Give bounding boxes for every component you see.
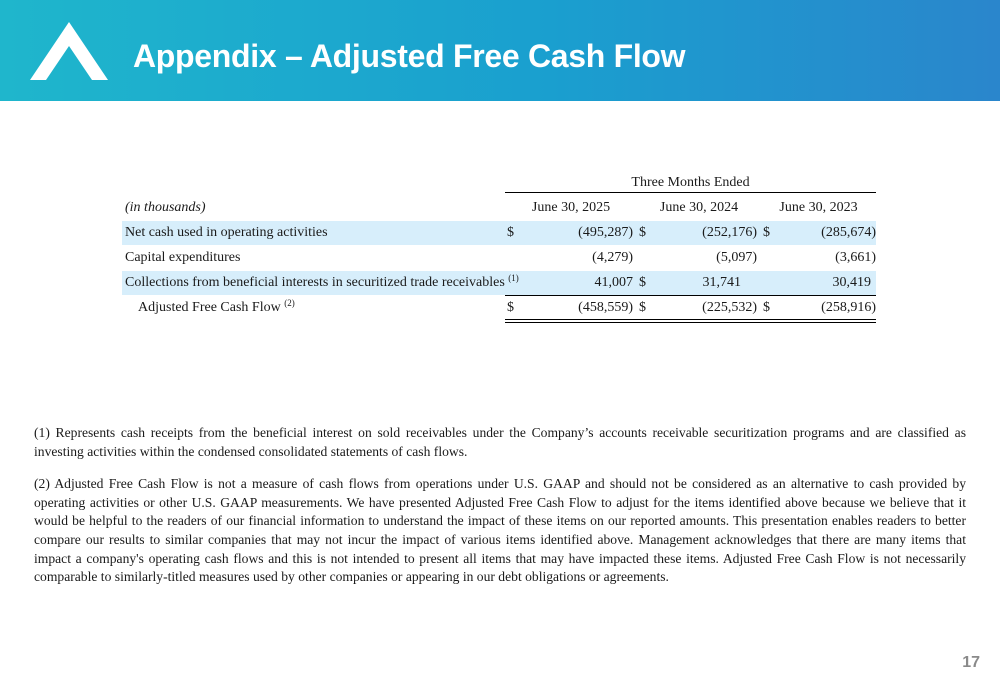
table-row-capital-expenditures: [122, 246, 876, 270]
table-cell: (285,674): [821, 225, 876, 240]
table-cell: 30,419: [832, 275, 871, 290]
slide-title: Appendix – Adjusted Free Cash Flow: [133, 38, 686, 74]
footnotes: [34, 424, 966, 601]
row-label: Adjusted Free Cash Flow $^{(2)}$: [138, 298, 295, 315]
column-header-row: [122, 196, 876, 220]
slide-header: [0, 0, 1000, 101]
page-number: 17: [962, 654, 980, 671]
table-cell: 41,007: [594, 275, 633, 290]
table-cell: (4,279): [592, 250, 633, 265]
table-cell: (252,176): [702, 225, 757, 240]
period-header: Three Months Ended: [505, 170, 876, 193]
total-double-rule-upper: [505, 319, 876, 320]
units-label: (in thousands): [125, 200, 206, 215]
table-cell: (5,097): [716, 250, 757, 265]
dollar-sign: $: [639, 300, 646, 315]
dollar-sign: $: [639, 225, 646, 240]
row-label: Collections from beneficial interests in securitized trade receivables $^{(1)}$: [125, 273, 519, 290]
table-cell: (495,287): [578, 225, 633, 240]
dollar-sign: $: [639, 275, 646, 290]
table-cell: (225,532): [702, 300, 757, 315]
dollar-sign: $: [507, 225, 514, 240]
column-header-2023: June 30, 2023: [779, 200, 858, 215]
dollar-sign: $: [763, 300, 770, 315]
total-double-rule-lower: [505, 322, 876, 323]
table-cell: (258,916): [821, 300, 876, 315]
column-header-2024: June 30, 2024: [659, 200, 739, 215]
footnote-2: (2) Adjusted Free Cash Flow is not a measure of cash flows from operations under U.S. GAAP and should not be considered as an alternative to cash provided by operating activities or other U.S. GAAP measurements. We have presented Adjusted Free Cash Flow to adjust for the items identified above because we believe that it would be helpful to the readers of our financial information to understand the impact of these items on our reported amounts. This presentation enables readers to better compare our results to similar companies that may not incur the impact of various items identified above. Management acknowledges that there are many items that impact a company's operating cash flows and this is not intended to present all items that may have impacted these items. Adjusted Free Cash Flow is not necessarily comparable to similarly-titled measures used by other companies or appearing in our debt obligations or agreements.: [34, 476, 966, 585]
table-cell: 31,741: [702, 275, 741, 290]
row-label: Net cash used in operating activities: [125, 225, 328, 240]
column-header-2025: June 30, 2025: [531, 200, 611, 215]
table-cell: (458,559): [578, 300, 633, 315]
table-row-operating-activities: [122, 221, 876, 245]
table-row-adjusted-free-cash-flow: [122, 296, 876, 320]
total-top-rule: [505, 295, 876, 296]
dollar-sign: $: [763, 225, 770, 240]
table-row-beneficial-interests: [122, 271, 876, 295]
table-cell: (3,661): [835, 250, 876, 265]
footnote-1: (1) Represents cash receipts from the beneficial interest on sold receivables under the Company’s accounts receivable securitization programs and are classified as investing activities within the condensed consolidated statements of cash flows.: [34, 425, 966, 459]
chevron-a-logo-icon: [30, 22, 108, 80]
dollar-sign: $: [507, 300, 514, 315]
row-label: Capital expenditures: [125, 250, 241, 265]
